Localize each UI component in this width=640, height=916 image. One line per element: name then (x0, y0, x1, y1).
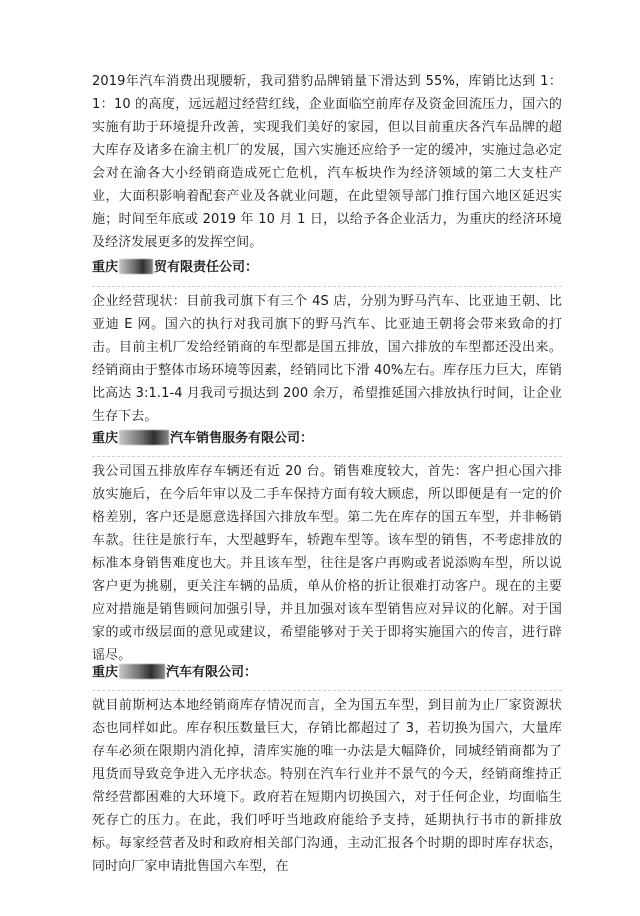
company1-name-prefix: 重庆 (92, 260, 119, 275)
redaction-mark (119, 430, 169, 445)
company3-heading (92, 663, 257, 683)
company2-paragraph: 我公司国五排放库存车辆还有近 20 台。销售难度较大，首先：客户担心国六排放实施后，在今后年审以及二手车保持方面有较大顾虑，所以即便是有一定的价格差别，客户还是愿意选择国六排放车型。第二先在库存的国五车型，并非畅销车款。往往是旅行车，大型越野车，轿跑车型等。该车型的销售，不考虑排放的标准本身销售难度也大。并且该车型，往往是客户再购或者说添购车型，所以说客户更为挑剔，更关注车辆的品质，单从价格的折让很难打动客户。现在的主要应对措施是销售顾问加强引导，并且加强对该车型销售应对异议的化解。对于国家的或市级层面的意见或建议，希望能够对于关于即将实施国六的传言，进行辟谣尽。 (92, 464, 562, 663)
company3-paragraph: 就目前斯柯达本地经销商库存情况而言，全为国五车型，到目前为止厂家资源状态也同样如此。库存积压数量巨大，存销比都超过了 3，若切换为国六，大量库存车必须在限期内消化掉，清库实施的唯一办法是大幅降价，同城经销商都为了甩货而导致竞争进入无序状态。特别在汽车行业并不景气的今天，经销商维持正常经营都困难的大环境下。政府若在短期内切换国六，对于任何企业，均面临生死存亡的压力。在此，我们呼吁当地政府能给予支持，延期执行书市的新排放标。每家经营者及时和政府相关部门沟通，主动汇报各个时期的即时库存状态，同时向厂家申请批售国六车型，在 (92, 698, 562, 874)
company2-name-suffix: 汽车销售服务有限公司： (170, 431, 314, 446)
divider (92, 690, 562, 691)
divider (92, 456, 562, 457)
divider (92, 286, 562, 287)
company1-paragraph: 企业经营现状：目前我司旗下有三个 4S 店，分别为野马汽车、比亚迪王朝、比亚迪 E 网。国六的执行对我司旗下的野马汽车、比亚迪王朝将会带来致命的打击。目前主机厂发给经销商的车型都是国五排放，国六排放的车型都还没出来。经销商由于整体市场环境等因素，经销同比下滑 40%左右。库存压力巨大，库销比高达 3:1.1-4 月我司亏损达到 200 余万，希望推延国六排放执行时间，让企业生存下去。 (92, 294, 562, 424)
company2-heading (92, 429, 313, 449)
redaction-mark (119, 259, 153, 274)
redaction-mark (119, 664, 165, 679)
company1-name-suffix: 贸有限责任公司： (154, 260, 259, 275)
intro-paragraph: 2019年汽车消费出现腰斩，我司猎豹品牌销量下滑达到 55%，库销比达到 1：1：10 的高度，远远超过经营红线，企业面临空前库存及资金回流压力，国六的实施有助于环境提升改善，实现我们美好的家园，但以目前重庆各汽车品牌的超大库存及诸多在渝主机厂的发展，国六实施还应给予一定的缓冲，实施过急必定会对在渝各大小经销商造成死亡危机，汽车板块作为经济领域的第二大支柱产业，大面积影响着配套产业及各就业问题，在此望领导部门推行国六地区延迟实施；时间至年底或 2019 年 10 月 1 日，以给予各企业活力，为重庆的经济环境及经济发展更多的发挥空间。 (92, 74, 562, 250)
company1-heading (92, 258, 258, 278)
company3-name-prefix: 重庆 (92, 665, 119, 680)
company3-name-suffix: 汽车有限公司： (166, 665, 258, 680)
company2-name-prefix: 重庆 (92, 431, 119, 446)
